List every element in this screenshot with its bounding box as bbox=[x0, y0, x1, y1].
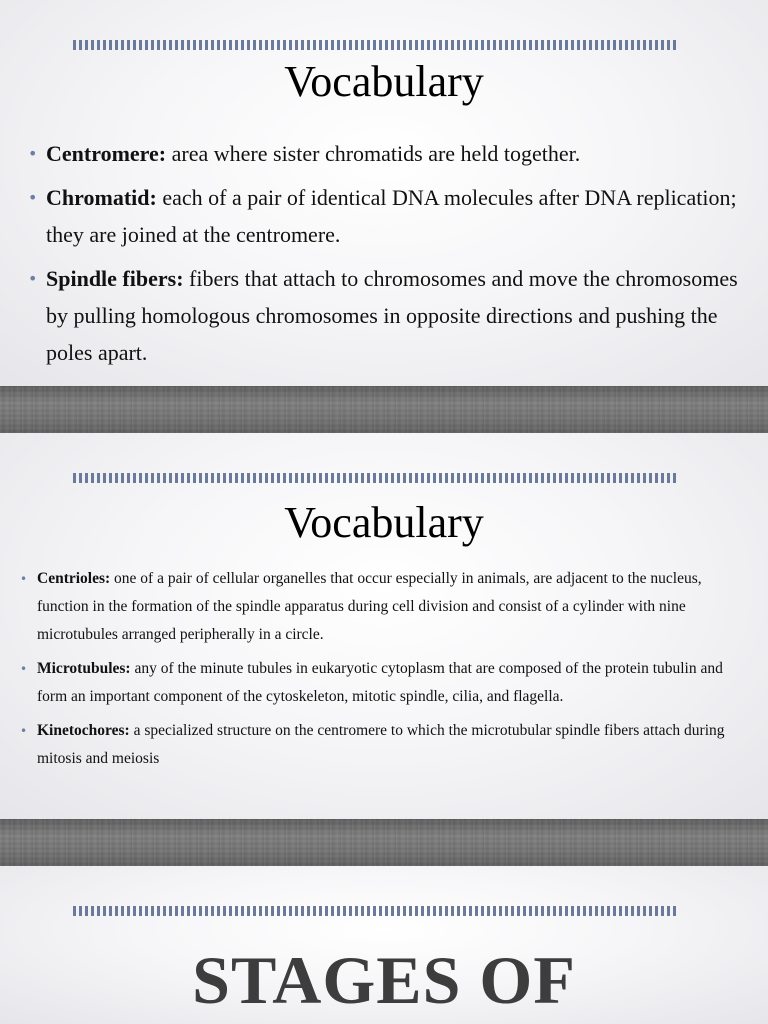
vocabulary-term: Microtubules: bbox=[37, 660, 131, 677]
vocabulary-term: Chromatid: bbox=[46, 185, 157, 210]
vocabulary-definition: a specialized structure on the centromere to which the microtubular spindle fibers attach during mitosis and meiosis bbox=[37, 722, 725, 767]
list-item bbox=[20, 717, 750, 773]
vocabulary-term: Centrioles: bbox=[37, 570, 111, 587]
vocabulary-list bbox=[20, 565, 750, 779]
decorative-stripe-bar bbox=[73, 473, 676, 483]
bullet-icon: • bbox=[20, 662, 28, 676]
vocabulary-term: Centromere: bbox=[46, 141, 167, 166]
decorative-stripe-bar bbox=[73, 906, 676, 916]
vocabulary-term: Kinetochores: bbox=[37, 722, 130, 739]
list-item bbox=[20, 655, 750, 711]
vocabulary-definition: fibers that attach to chromosomes and move the chromosomes by pulling homologous chromosomes in opposite directions and pushing the poles apart. bbox=[46, 266, 738, 365]
slide-divider-floor bbox=[0, 386, 768, 433]
slide-1 bbox=[0, 0, 768, 386]
vocabulary-definition: any of the minute tubules in eukaryotic cytoplasm that are composed of the protein tubulin and form an important component of the cytoskeleton, mitotic spindle, cilia, and flagella. bbox=[37, 660, 723, 705]
vocabulary-definition: each of a pair of identical DNA molecules after DNA replication; they are joined at the centromere. bbox=[46, 185, 737, 247]
list-item bbox=[28, 260, 748, 371]
list-item bbox=[28, 135, 748, 172]
slide-title: Vocabulary bbox=[284, 498, 484, 547]
bullet-icon: • bbox=[20, 724, 28, 738]
vocabulary-definition: area where sister chromatids are held together. bbox=[166, 141, 581, 166]
decorative-stripe-bar bbox=[73, 40, 676, 50]
slide-title: Vocabulary bbox=[284, 57, 484, 106]
section-title: STAGES OF bbox=[192, 942, 576, 1018]
slide-divider-floor bbox=[0, 819, 768, 866]
bullet-icon: • bbox=[20, 572, 28, 586]
bullet-icon: • bbox=[28, 188, 38, 207]
list-item bbox=[20, 565, 750, 649]
bullet-icon: • bbox=[28, 144, 38, 163]
slide-3 bbox=[0, 866, 768, 1024]
bullet-icon: • bbox=[28, 269, 38, 288]
vocabulary-list bbox=[28, 135, 748, 378]
list-item bbox=[28, 179, 748, 253]
vocabulary-term: Spindle fibers: bbox=[46, 266, 184, 291]
vocabulary-definition: one of a pair of cellular organelles that occur especially in animals, are adjacent to the nucleus, function in the formation of the spindle apparatus during cell division and consist of a cylinder with nine microtubules arranged peripherally in a circle. bbox=[37, 570, 702, 643]
slide-2 bbox=[0, 433, 768, 819]
